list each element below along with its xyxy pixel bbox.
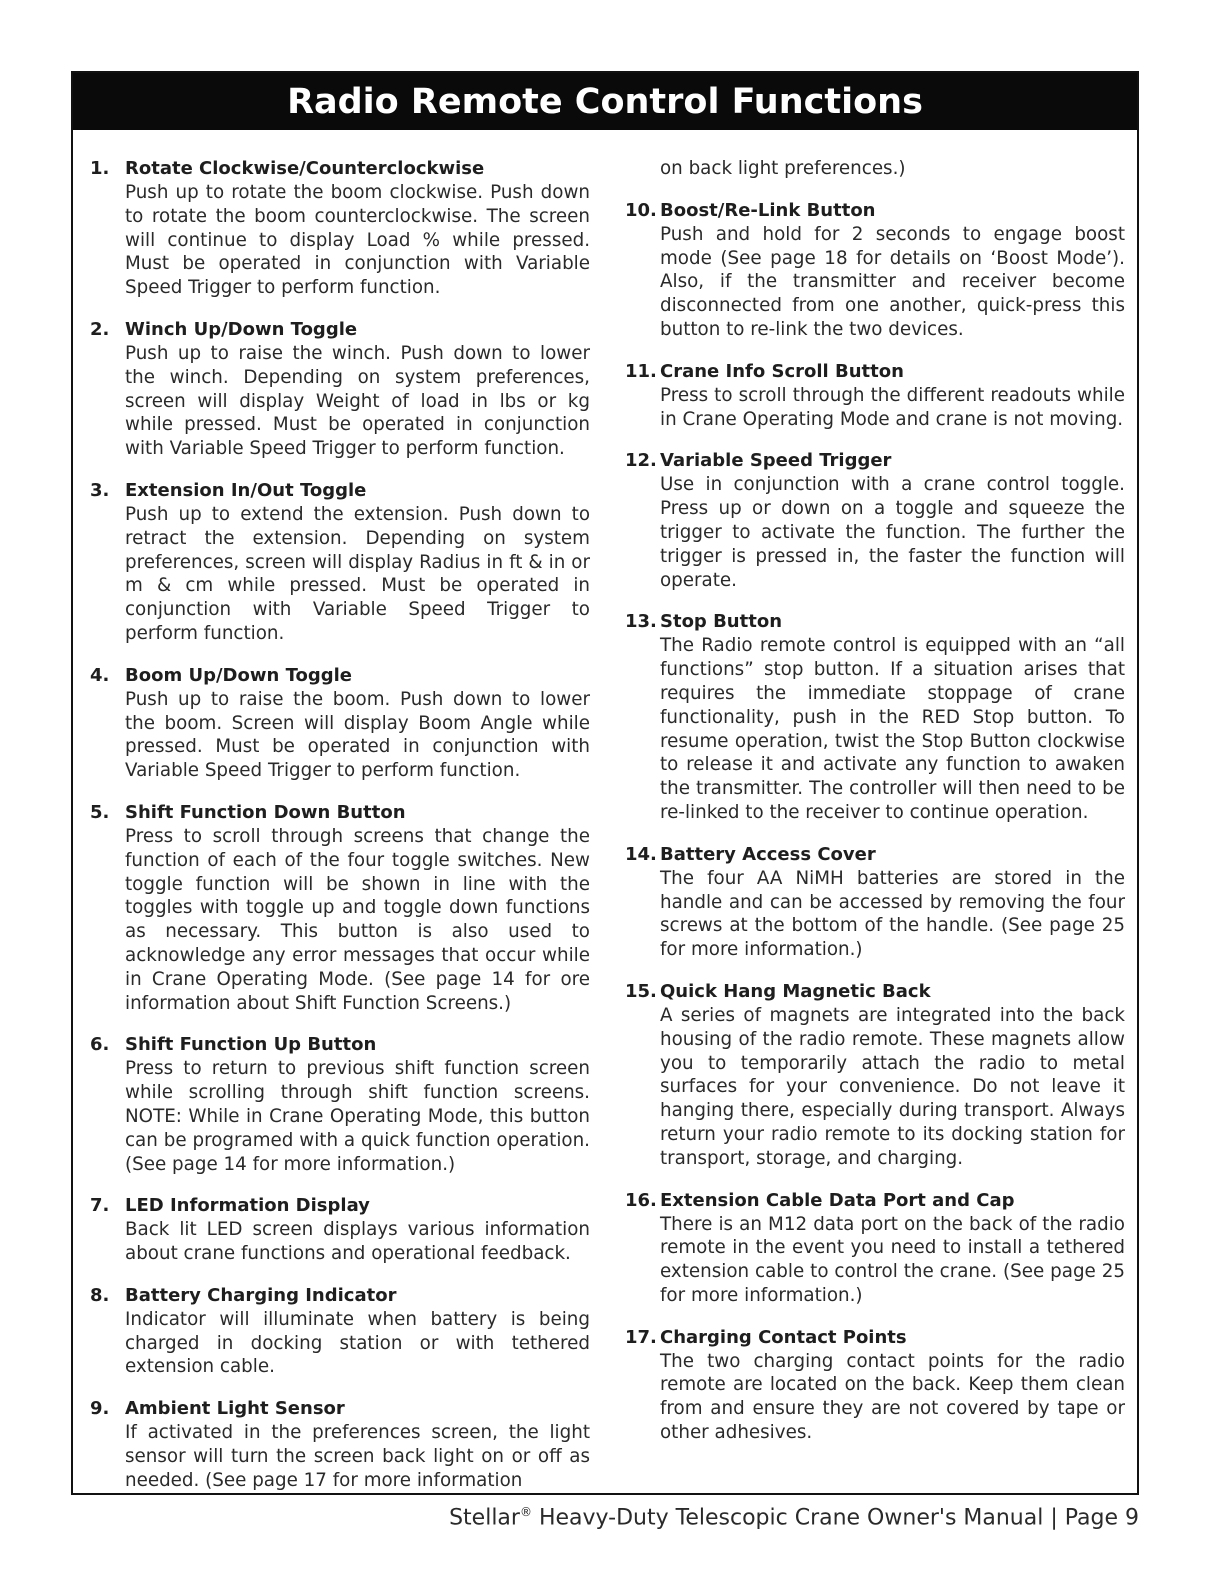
- item-heading: Crane Info Scroll Button: [660, 360, 904, 382]
- list-item: [90, 1194, 590, 1266]
- item-heading: Winch Up/Down Toggle: [125, 318, 358, 340]
- item-heading: Rotate Clockwise/Counterclockwise: [125, 158, 485, 179]
- item-body: There is an M12 data port on the back of the radio remote in the event you need to install a tethered extension cable to control the crane. (See page 25 for more information.): [660, 1213, 1125, 1306]
- list-item: [90, 1284, 590, 1379]
- item-heading: LED Information Display: [125, 1195, 370, 1217]
- page-title: Radio Remote Control Functions: [73, 73, 1137, 130]
- item-heading: Shift Function Down Button: [125, 801, 406, 823]
- item-body: Press to return to previous shift function screen while scrolling through shift function screens. NOTE: While in Crane Operating Mode, this button can be programed with a quick function operation. (See page 14 for more information.): [125, 1058, 590, 1175]
- item-body: Press to scroll through the different readouts while in Crane Operating Mode and crane is not moving.: [660, 384, 1125, 430]
- item-heading: Extension Cable Data Port and Cap: [660, 1189, 1015, 1211]
- item-number: 11.: [625, 360, 657, 382]
- list-item: [625, 843, 1125, 962]
- item-body: The four AA NiMH batteries are stored in the handle and can be accessed by removing the four screws at the bottom of the handle. (See page 25 for more information.): [660, 867, 1125, 961]
- list-item: [625, 449, 1125, 592]
- item-number: 3.: [90, 479, 110, 501]
- item-body: A series of magnets are integrated into the back housing of the radio remote. These magnets allow you to temporarily attach the radio to metal surfaces for your convenience. Do not leave it hanging there, especially during transport. Always return your radio remote to its docking station for transport, storage, and charging.: [660, 1004, 1125, 1169]
- item-number: 7.: [90, 1195, 110, 1217]
- list-item: [625, 199, 1125, 342]
- item-heading: Boost/Re-Link Button: [660, 199, 876, 221]
- list-item: [90, 801, 590, 1015]
- footer-manual-page: Heavy-Duty Telescopic Crane Owner's Manual | Page 9: [531, 1505, 1139, 1531]
- list-item: [90, 479, 590, 646]
- item-body: Push and hold for 2 seconds to engage boost mode (See page 18 for details on ‘Boost Mode’). Also, if the transmitter and receiver become disconnected from one another, quick-press this button to re-link the two devices.: [660, 223, 1125, 340]
- item-heading: Battery Charging Indicator: [125, 1284, 397, 1306]
- item-body: Indicator will illuminate when battery is being charged in docking station or with tethered extension cable.: [125, 1308, 590, 1378]
- list-item: [625, 980, 1125, 1171]
- list-item: [625, 1189, 1125, 1308]
- item-number: 5.: [90, 801, 110, 823]
- item-number: 4.: [90, 664, 110, 686]
- item-body: Push up to extend the extension. Push down to retract the extension. Depending on system preferences, screen will display Radius in ft & in or m & cm while pressed. Must be operated in conjunction with Variable Speed Trigger to perform function.: [125, 503, 590, 644]
- left-column: [90, 157, 590, 1511]
- item-heading: Stop Button: [660, 611, 783, 633]
- list-item: [90, 318, 590, 461]
- list-item: [90, 664, 590, 783]
- item-heading: Variable Speed Trigger: [660, 450, 892, 472]
- item-body: If activated in the preferences screen, the light sensor will turn the screen back light on or off as needed. (See page 17 for more information: [125, 1422, 590, 1491]
- item-body: Push up to raise the winch. Push down to lower the winch. Depending on system preferences, screen will display Weight of load in lbs or kg while pressed. Must be operated in conjunction with Variable Speed Trigger to perform function.: [125, 342, 590, 460]
- item-number: 6.: [90, 1034, 110, 1056]
- item-heading: Quick Hang Magnetic Back: [660, 980, 931, 1002]
- list-item: [625, 1326, 1125, 1445]
- item-heading: Charging Contact Points: [660, 1326, 907, 1348]
- item-number: 17.: [625, 1326, 657, 1348]
- item-heading: Extension In/Out Toggle: [125, 479, 367, 501]
- list-item: [625, 360, 1125, 432]
- item-body: Push up to raise the boom. Push down to lower the boom. Screen will display Boom Angle while pressed. Must be operated in conjunction with Variable Speed Trigger to perform function.: [125, 688, 590, 782]
- item-heading: Shift Function Up Button: [125, 1034, 377, 1056]
- list-item: [90, 1397, 590, 1492]
- item-number: 15.: [625, 980, 657, 1002]
- content-frame: [71, 71, 1139, 1495]
- item-heading: Ambient Light Sensor: [125, 1398, 345, 1420]
- item-body: The Radio remote control is equipped with an “all functions” stop button. If a situation arises that requires the immediate stoppage of crane functionality, push in the RED Stop button. To resume operation, twist the Stop Button clockwise to release it and activate any function to awaken the transmitter. The controller will then need to be re-linked to the receiver to continue operation.: [660, 635, 1125, 823]
- item-body: The two charging contact points for the radio remote are located on the back. Keep them clean from and ensure they are not covered by tape or other adhesives.: [660, 1350, 1125, 1444]
- item-number: 1.: [90, 158, 110, 179]
- item-number: 13.: [625, 611, 657, 633]
- item-number: 10.: [625, 199, 657, 221]
- right-column: [625, 157, 1125, 1463]
- item-body: Press to scroll through screens that change the function of each of the four toggle switches. New toggle function will be shown in line with the toggles with toggle up and toggle down functions as necessary. This button is also used to acknowledge any error messages that occur while in Crane Operating Mode. (See page 14 for ore information about Shift Function Screens.): [125, 825, 590, 1014]
- item-number: 16.: [625, 1189, 657, 1211]
- item-number: 14.: [625, 843, 657, 865]
- registered-mark: ®: [519, 1505, 532, 1519]
- item-heading: Battery Access Cover: [660, 843, 876, 865]
- item-number: 2.: [90, 318, 110, 340]
- item-body: Push up to rotate the boom clockwise. Push down to rotate the boom counterclockwise. The screen will continue to display Load % while pressed. Must be operated in conjunction with Variable Speed Trigger to perform function.: [125, 182, 590, 299]
- list-item: [90, 1033, 590, 1176]
- footer-brand: Stellar: [449, 1505, 520, 1531]
- list-item: [90, 157, 590, 300]
- list-item: [625, 610, 1125, 824]
- item-heading: Boom Up/Down Toggle: [125, 664, 352, 686]
- continued-text: on back light preferences.): [660, 158, 906, 179]
- item-number: 12.: [625, 450, 657, 472]
- item-number: 8.: [90, 1284, 110, 1306]
- item-number: 9.: [90, 1398, 110, 1420]
- item-body: Use in conjunction with a crane control toggle. Press up or down on a toggle and squeeze the trigger to activate the function. The further the trigger is pressed in, the faster the function will operate.: [660, 474, 1125, 591]
- page-footer: [449, 1505, 1139, 1530]
- item-body: Back lit LED screen displays various information about crane functions and operational feedback.: [125, 1219, 590, 1265]
